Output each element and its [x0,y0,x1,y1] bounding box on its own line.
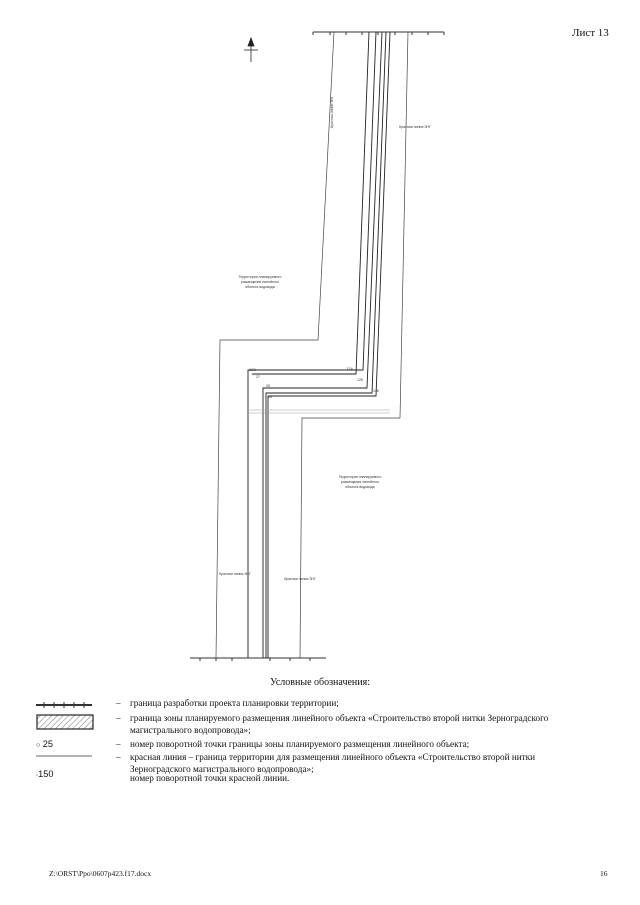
north-arrow-icon [244,38,258,62]
zone-label-right-3: объекта водовода [345,485,375,489]
point-label-126: 126 [373,389,379,393]
zone-point-symbol: ○ 25 [36,739,54,749]
map-label-rl-lower-left: Красная линия ЗНГ [219,572,251,576]
legend-dash: – [116,752,121,762]
footer-file-path: Z:\ORST\Ppo\0607p423.f17.docx [49,869,152,878]
point-label-27: 27 [256,375,260,379]
legend-dash: – [116,698,121,708]
legend-title: Условные обозначения: [269,677,370,688]
legend-text: номер поворотной точки красной линии. [130,773,290,783]
corridor-lines [248,32,390,658]
footer-page-number: 16 [600,869,608,878]
project-boundary-symbol-icon [36,699,96,709]
legend-dash: – [116,713,121,723]
point-label-125: 125 [357,378,363,382]
zone-label-right-2: размещения линейного [340,480,380,484]
legend-text: номер поворотной точки границы зоны планируемого размещения линейного объекта; [130,739,470,749]
point-label-124: 124 [346,366,353,371]
red-line-symbol-icon [36,751,96,761]
zone-label-left-3: объекта водовода [245,285,275,289]
zone-hatch-symbol-icon [36,714,96,730]
point-label-28: 28 [268,395,272,399]
sheet-label: Лист 13 [572,27,609,39]
red-line-point-symbol-number: 150 [38,769,54,779]
legend-dash: – [116,739,121,749]
legend-item-zone-boundary [36,712,586,738]
red-line-point-symbol: ◦150 [36,769,54,779]
legend-text: граница разработки проекта планировки территории; [130,698,339,708]
legend-item-project-boundary [36,697,586,712]
legend-item-zone-point [36,738,586,751]
hatch-band [248,410,390,413]
legend-text: граница зоны планируемого размещения линейного объекта «Строительство второй нитки Зерноградского магистрального водопровода»; [130,713,549,735]
legend-item-red-line-point [36,769,586,785]
point-label-120: 120 [249,367,256,372]
legend-text: красная линия – граница территории для размещения линейного объекта «Строительство второй нитки Зерноградского магистрального водопровода»; [130,752,536,774]
legend [36,697,586,785]
red-line-left [216,32,408,658]
map-label-rl-upper: Красная линия ЗНГ [330,96,334,128]
zone-label-left-1: Территория планируемого [238,275,282,279]
zone-point-symbol-number: 25 [42,739,54,749]
zone-label-left-2: размещения линейного [240,280,280,284]
map-label-rl-right: Красная линия ЗНГ [399,125,431,129]
point-label-25: 25 [266,384,270,388]
zone-label-right-1: Территория планируемого [338,475,382,479]
map-label-rl-lower-mid: Красная линия ЗНГ [284,577,316,581]
